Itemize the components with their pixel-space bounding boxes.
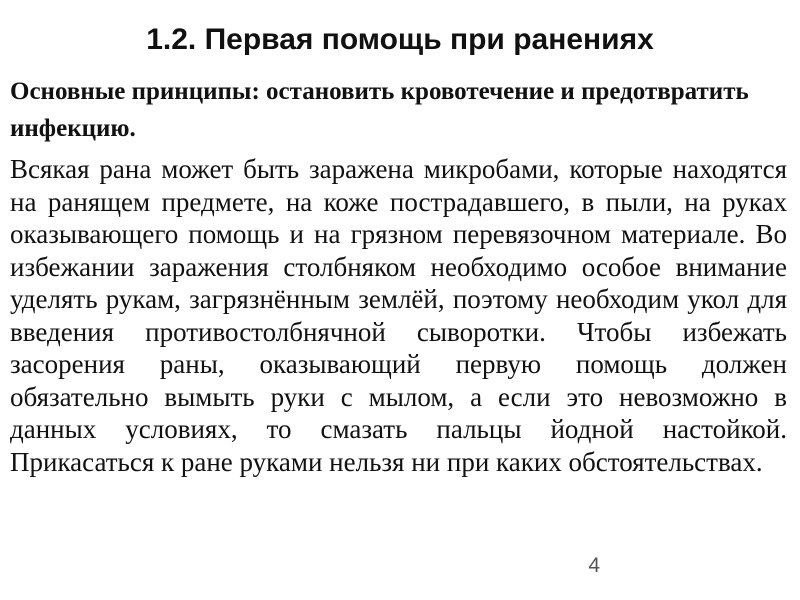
slide-title: 1.2. Первая помощь при ранениях xyxy=(146,23,654,56)
page-number: 4 xyxy=(588,554,600,577)
principles-text: Основные принципы: остановить кровотечение и предотвратить инфекцию. xyxy=(10,78,749,142)
body-paragraph: Всякая рана может быть заражена микробами, которые находятся на ранящем предмете, на коже пострадавшего, в пыли, на руках оказывающего помощь и на грязном перевязочном материале. Во избежании заражения столбняком необходимо особое внимание уделять рукам, загрязнённым землёй, поэтому необходим укол для введения противостолбнячной сыворотки. Чтобы избежать засорения раны, оказывающий первую помощь должен обязательно вымыть руки с мылом, а если это невозможно в данных условиях, то смазать пальцы йодной настойкой. Прикасаться к ране руками нельзя ни при каких обстоятельствах. xyxy=(10,154,787,477)
